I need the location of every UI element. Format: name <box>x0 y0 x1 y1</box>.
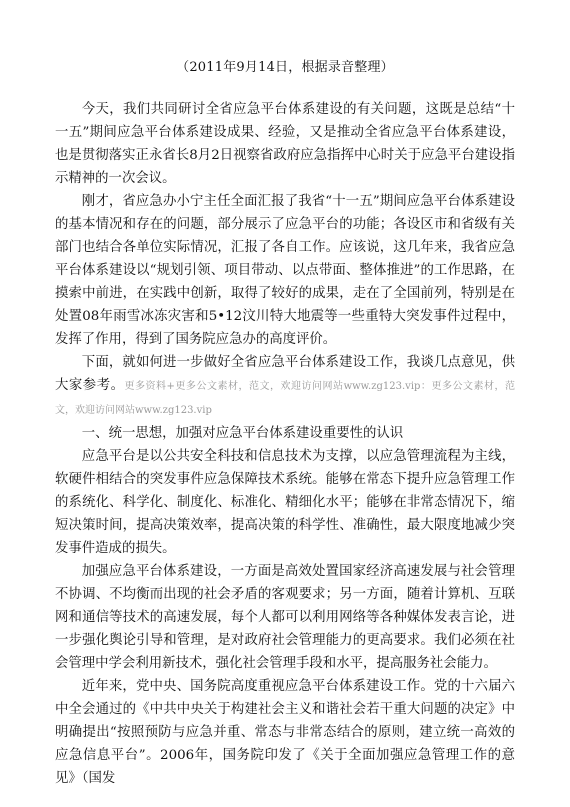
paragraph-summary: 刚才，省应急办小宁主任全面汇报了我省“十一五”期间应急平台体系建设的基本情况和存在的问题，部分展示了应急平台的功能；各设区市和省级有关部门也结合各单位实际情况，汇报了各自工作。应该说，这几年来，我省应急平台体系建设以“规划引领、项目带动、以点带面、整体推进”的工作思路，在摸索中前进，在实践中创新，取得了较好的成果，走在了全国前列，特别是在处置08年雨雪冰冻灾害和5•12汶川特大地震等一些重特大突发事件过程中，发挥了作用，得到了国务院应急办的高度评价。 <box>55 194 515 347</box>
paragraph-opening: 今天，我们共同研讨全省应急平台体系建设的有关问题，这既是总结“十一五”期间应急平台体系建设成果、经验，又是推动全省应急平台体系建设，也是贯彻落实正永省长8月2日视察省政府应急指挥中心时关于应急平台建设指示精神的一次会议。 <box>55 102 515 186</box>
paragraph-intro-text: 下面，就如何进一步做好全省应急平台体系建设工作，我谈几点意见，供大家参考。 <box>55 355 515 393</box>
document-subtitle: （2011年9月14日，根据录音整理） <box>176 60 394 75</box>
promo-watermark-text: 更多资料+更多公文素材，范文，欢迎访问网站www.zg123.vip：更多公文素材，范文，欢迎访问网站www.zg123.vip <box>55 381 516 416</box>
paragraph-importance: 加强应急平台体系建设，一方面是高效处置国家经济高速发展与社会管理不协调、不均衡而出现的社会矛盾的客观要求；另一方面，随着计算机、互联网和通信等技术的高速发展，每个人都可以利用网络等各种媒体发表言论，进一步强化舆论引导和管理，是对政府社会管理能力的更高要求。我们必须在社会管理中学会利用新技术，强化社会管理手段和水平，提高服务社会能力。 <box>55 564 515 671</box>
paragraph-intro-points <box>55 351 515 422</box>
paragraph-policy: 近年来，党中央、国务院高度重视应急平台体系建设工作。党的十六届六中全会通过的《中共中央关于构建社会主义和谐社会若干重大问题的决定》中明确提出“按照预防与应急并重、常态与非常态结合的原则，建立统一高效的应急信息平台”。2006年，国务院印发了《关于全面加强应急管理工作的意见》（国发 <box>55 679 515 786</box>
paragraph-definition: 应急平台是以公共安全科技和信息技术为支撑，以应急管理流程为主线，软硬件相结合的突发事件应急保障技术系统。能够在常态下提升应急管理工作的系统化、科学化、制度化、标准化、精细化水平；能够在非常态情况下，缩短决策时间，提高决策效率，提高决策的科学性、准确性，最大限度地减少突发事件造成的损失。 <box>55 449 515 556</box>
document-body <box>55 98 515 790</box>
section-heading: 一、统一思想，加强对应急平台体系建设重要性的认识 <box>81 426 404 441</box>
